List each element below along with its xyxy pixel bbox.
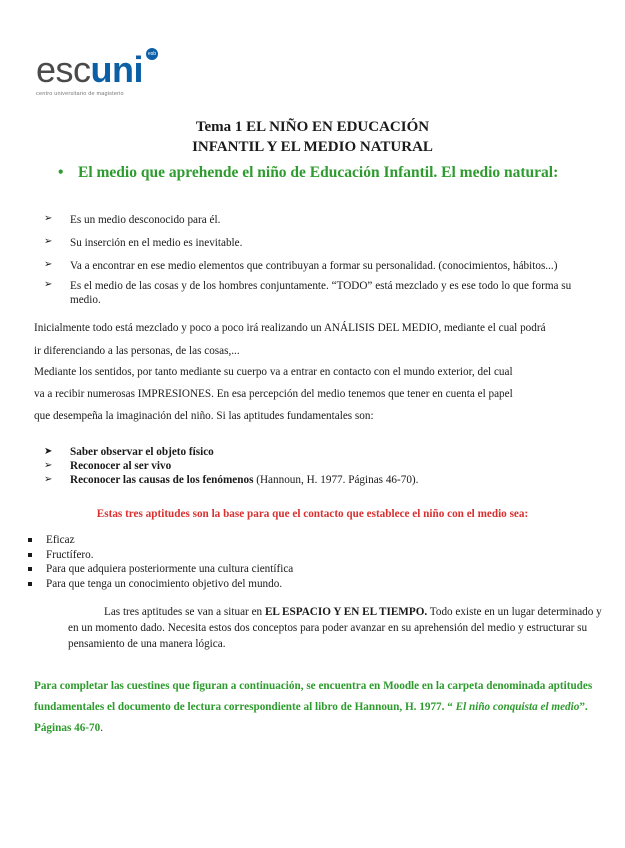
bullet-icon: •	[58, 164, 64, 181]
paragraph-line: que desempeña la imaginación del niño. Si las aptitudes fundamentales son:	[34, 410, 374, 422]
list-item-text: Fructífero.	[46, 549, 94, 561]
page-title-line2: INFANTIL Y EL MEDIO NATURAL	[192, 139, 433, 155]
square-bullet-icon	[28, 553, 32, 557]
list-item-text: Es un medio desconocido para él.	[70, 214, 221, 226]
logo-tagline: centro universitario de magisterio	[36, 91, 124, 97]
arrow-bullet-icon: ➢	[44, 279, 53, 290]
square-bullet-icon	[28, 567, 32, 571]
paragraph-line: va a recibir numerosas IMPRESIONES. En esa percepción del medio tenemos que tener en cuenta el papel	[34, 388, 513, 400]
arrow-bullet-icon: ➢	[44, 259, 53, 270]
logo-esc: esc	[36, 49, 91, 90]
arrow-bullet-icon: ➢	[44, 460, 53, 471]
list-item-text: Reconocer las causas de los fenómenos (Hannoun, H. 1977. Páginas 46-70).	[70, 474, 419, 486]
list-item-text: Reconocer al ser vivo	[70, 460, 172, 472]
arrow-bullet-icon: ➤	[44, 446, 53, 457]
moodle-instructions: Para completar las cuestines que figuran a continuación, se encuentra en Moodle en la carpeta denominada aptitudes fundamentales el documento de lectura correspondiente al libro de Hannoun, H. 1977. “ El niño conquista el medio”. Páginas 46-70.	[34, 680, 593, 734]
list-item-text: Para que adquiera posteriormente una cultura científica	[46, 563, 294, 575]
square-bullet-icon	[28, 582, 32, 586]
logo-uni: uni	[90, 49, 144, 90]
arrow-bullet-icon: ➢	[44, 474, 53, 485]
escuni-logo	[36, 49, 166, 102]
list-item-text: Su inserción en el medio es inevitable.	[70, 237, 243, 249]
highlight-statement: Estas tres aptitudes son la base para que el contacto que establece el niño con el medio sea:	[96, 508, 529, 520]
list-item-text: Va a encontrar en ese medio elementos que contribuyan a formar su personalidad. (conocimientos, hábitos...)	[70, 260, 558, 272]
page-title-line1: Tema 1 EL NIÑO EN EDUCACIÓN	[195, 119, 430, 135]
logo-badge: esb	[146, 48, 158, 60]
paragraph-line: ir diferenciando a las personas, de las cosas,...	[34, 345, 240, 357]
paragraph-line: Inicialmente todo está mezclado y poco a poco irá realizando un ANÁLISIS DEL MEDIO, mediante el cual podrá	[34, 322, 546, 334]
list-item-text: Saber observar el objeto físico	[70, 446, 214, 458]
arrow-bullet-icon: ➢	[44, 213, 53, 224]
list-item-text: Es el medio de las cosas y de los hombres conjuntamente. “TODO” está mezclado y es ese todo lo que forma su medio.	[70, 280, 572, 306]
square-bullet-icon	[28, 538, 32, 542]
section-heading-text: El medio que aprehende el niño de Educación Infantil. El medio natural:	[78, 164, 559, 181]
section-heading	[58, 164, 618, 182]
list-item-text: Eficaz	[46, 534, 75, 546]
paragraph-line: Mediante los sentidos, por tanto mediante su cuerpo va a entrar en contacto con el mundo exterior, del cual	[34, 366, 513, 378]
space-time-paragraph: Las tres aptitudes se van a situar en EL ESPACIO Y EN EL TIEMPO. Todo existe en un lugar determinado y en un momento dado. Necesita estos dos conceptos para poder avanzar en su aprehensión del medio y estructurar su pensamiento de una manera lógica.	[68, 606, 602, 650]
arrow-bullet-icon: ➢	[44, 236, 53, 247]
list-item-text: Para que tenga un conocimiento objetivo del mundo.	[46, 578, 283, 590]
